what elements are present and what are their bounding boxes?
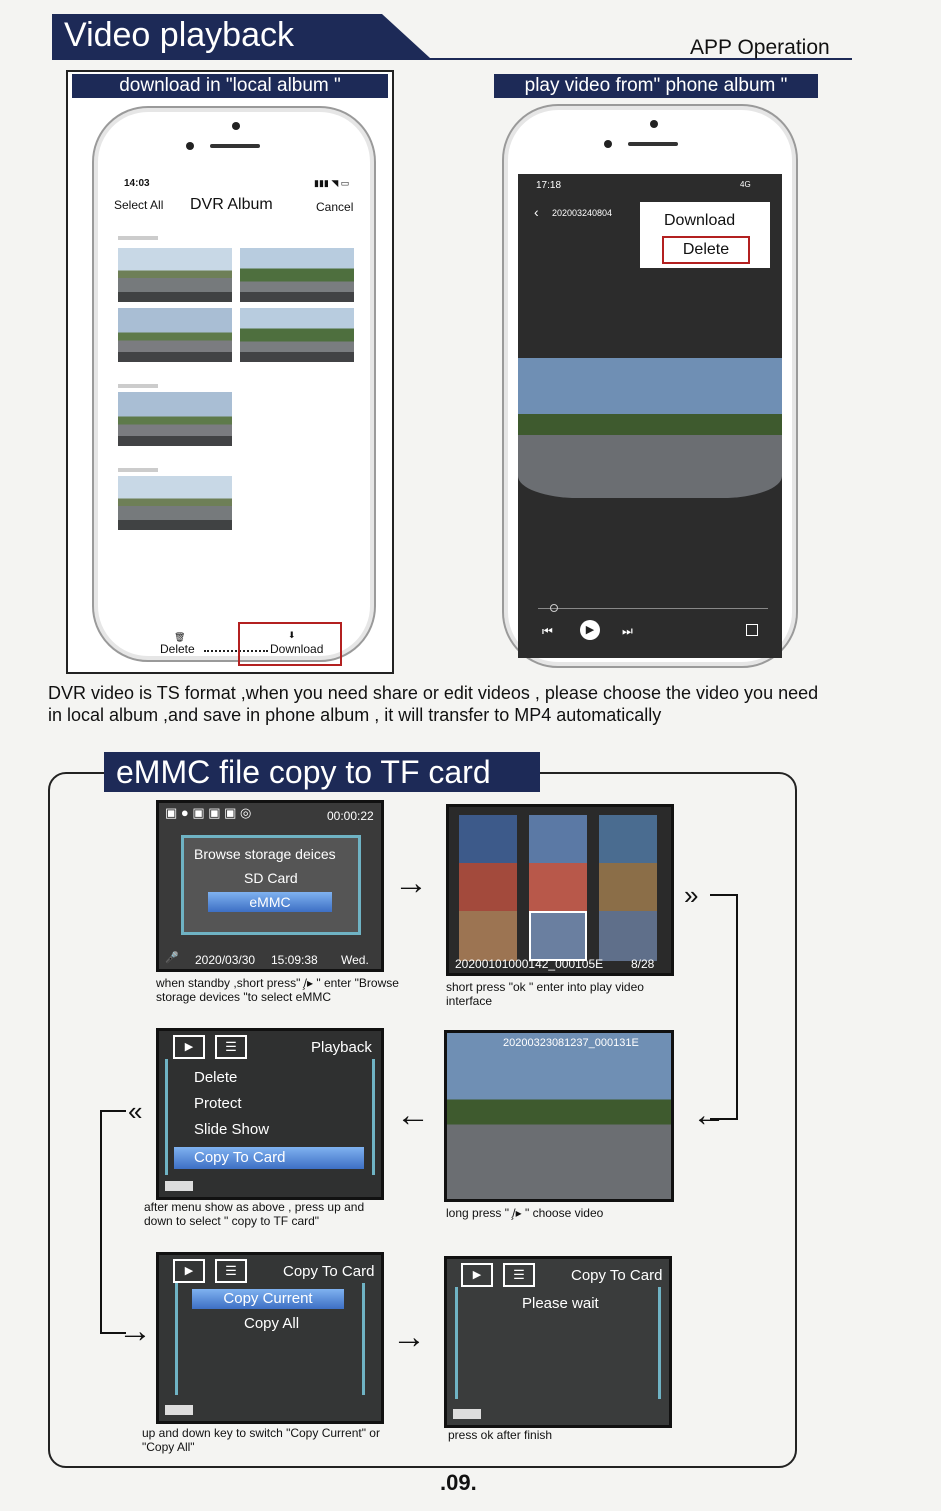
menu-item-delete[interactable]: Delete — [194, 1069, 238, 1086]
date-label — [118, 468, 158, 472]
step6-screen — [444, 1256, 672, 1428]
video-thumbnail[interactable] — [240, 248, 354, 302]
signal-icon: ▮▮▮ ◥ ▭ — [314, 178, 350, 188]
arrow-right-icon: → — [392, 1318, 426, 1356]
camera-dot — [186, 142, 194, 150]
step4-screen — [156, 1028, 384, 1200]
trash-icon: 🗑 — [174, 632, 186, 642]
video-thumbnail[interactable] — [529, 815, 587, 865]
menu-title: Copy To Card — [571, 1267, 663, 1284]
option-emmc[interactable]: eMMC — [208, 892, 332, 912]
menu-item-protect[interactable]: Protect — [194, 1095, 242, 1112]
arrow-right-icon: → — [118, 1312, 152, 1350]
date-label — [118, 236, 158, 240]
file-name: 20200101000142_000105E — [455, 957, 604, 971]
menu-tab-icon[interactable]: ☰ — [503, 1263, 535, 1287]
menu-download[interactable]: Download — [664, 212, 736, 229]
left-phone-figure — [66, 70, 394, 674]
mic-icon: 🎤 — [165, 952, 179, 964]
playback-menu — [165, 1059, 375, 1175]
video-thumbnail[interactable] — [240, 308, 354, 362]
menu-title: Copy To Card — [283, 1263, 375, 1280]
menu-tab-icon[interactable]: ☰ — [215, 1035, 247, 1059]
play-icon[interactable]: ▶ — [580, 620, 600, 640]
select-all-button[interactable]: Select All — [114, 198, 164, 212]
page-number: .09. — [440, 1470, 477, 1495]
step1-screen — [156, 800, 384, 972]
download-icon: ⬇ — [288, 630, 296, 640]
context-menu — [640, 202, 770, 268]
arrow-left-icon: ← — [692, 1096, 726, 1134]
download-button[interactable]: Download — [270, 642, 324, 656]
step3-screen — [444, 1030, 674, 1202]
menu-title: Playback — [311, 1039, 372, 1056]
step5-caption: up and down key to switch "Copy Current" or "Copy All" — [142, 1426, 380, 1454]
video-thumbnail[interactable] — [118, 248, 232, 302]
camera-dot — [650, 120, 658, 128]
video-thumbnail[interactable] — [599, 863, 657, 913]
back-icon[interactable] — [165, 1181, 193, 1191]
right-phone — [502, 104, 798, 668]
progress-thumb[interactable] — [550, 604, 558, 612]
flow-line — [710, 894, 738, 1120]
next-icon[interactable]: ⏭ — [622, 624, 633, 638]
menu-item-copy-to-card[interactable]: Copy To Card — [174, 1147, 364, 1169]
playback-tab-icon[interactable]: ▶ — [461, 1263, 493, 1287]
fullscreen-icon[interactable] — [746, 624, 758, 636]
progress-track[interactable] — [538, 608, 768, 609]
menu-delete[interactable]: Delete — [662, 236, 750, 264]
step2-caption: short press "ok " enter into play video interface — [446, 980, 644, 1008]
camera-dot — [604, 140, 612, 148]
right-banner: play video from" phone album " — [494, 74, 818, 98]
selected-thumbnail[interactable] — [529, 911, 587, 961]
standby-date: 2020/03/30 — [195, 953, 256, 967]
file-name: 20200323081237_000131E — [503, 1037, 639, 1049]
playback-tab-icon[interactable]: ▶ — [173, 1259, 205, 1283]
delete-button[interactable]: Delete — [160, 642, 195, 656]
step2-screen — [446, 804, 674, 976]
video-thumbnail[interactable] — [459, 863, 517, 913]
file-count: 8/28 — [631, 957, 655, 971]
video-thumbnail[interactable] — [118, 476, 232, 530]
video-thumbnail[interactable] — [599, 911, 657, 961]
playback-tab-icon[interactable]: ▶ — [173, 1035, 205, 1059]
double-chevron-left-icon: « — [128, 1096, 143, 1126]
back-icon[interactable] — [453, 1409, 481, 1419]
description-text: DVR video is TS format ,when you need share or edit videos , please choose the video you need in local album ,and save in phone album , it will transfer to MP4 automatically — [48, 683, 819, 725]
standby-day: Wed. — [341, 953, 369, 967]
copy-all-option[interactable]: Copy All — [244, 1315, 300, 1332]
step3-caption: long press " ̧/▸ " choose video — [446, 1206, 604, 1220]
double-chevron-icon: » — [684, 880, 699, 910]
arrow-left-icon: ← — [396, 1096, 430, 1134]
copy-current-option[interactable]: Copy Current — [192, 1289, 344, 1309]
prev-icon[interactable]: ⏮ — [542, 624, 553, 638]
step5-screen — [156, 1252, 384, 1424]
video-thumbnail[interactable] — [529, 863, 587, 913]
status-icons: ▣ ● ▣ ▣ ▣ ◎ — [165, 805, 252, 820]
wait-frame — [455, 1287, 661, 1399]
video-thumbnail[interactable] — [118, 308, 232, 362]
menu-tab-icon[interactable]: ☰ — [215, 1259, 247, 1283]
arrow-right-icon: → — [394, 864, 428, 902]
step6-caption: press ok after finish — [448, 1428, 553, 1442]
cancel-button[interactable]: Cancel — [316, 200, 354, 214]
playback-frame — [447, 1033, 671, 1199]
camera-dot — [232, 122, 240, 130]
video-thumbnail[interactable] — [459, 815, 517, 865]
section-title: eMMC file copy to TF card — [116, 754, 491, 790]
step1-caption: when standby ,short press" ̧/▸ " enter "Browse storage devices "to select eMMC — [156, 976, 399, 1004]
storage-menu — [181, 835, 361, 935]
copy-menu — [175, 1283, 365, 1395]
network-label: 4G — [740, 180, 751, 189]
video-thumbnail[interactable] — [459, 911, 517, 961]
status-time: 17:18 — [536, 180, 562, 191]
page-title: Video playback — [64, 16, 294, 54]
standby-clock: 15:09:38 — [271, 953, 318, 967]
speaker — [210, 144, 260, 148]
menu-item-slideshow[interactable]: Slide Show — [194, 1121, 270, 1138]
back-icon[interactable] — [165, 1405, 193, 1415]
left-phone — [92, 106, 376, 662]
section-label: APP Operation — [690, 36, 830, 59]
flow-line — [100, 1110, 126, 1334]
record-time: 00:00:22 — [327, 809, 374, 823]
speaker — [628, 142, 678, 146]
option-sd-card[interactable]: SD Card — [244, 870, 298, 886]
wait-message: Please wait — [522, 1295, 599, 1312]
video-thumbnail[interactable] — [599, 815, 657, 865]
left-banner: download in "local album " — [72, 74, 388, 98]
file-title: 202003240804 — [552, 208, 613, 218]
menu-title: Browse storage deices — [194, 846, 336, 862]
status-time: 14:03 — [124, 178, 150, 189]
step4-caption: after menu show as above , press up and down to select " copy to TF card" — [144, 1200, 365, 1228]
date-label — [118, 384, 158, 388]
video-thumbnail[interactable] — [118, 392, 232, 446]
album-title: DVR Album — [190, 196, 273, 213]
back-icon[interactable]: ‹ — [534, 204, 539, 220]
phone-screen — [518, 174, 782, 658]
video-frame — [518, 358, 782, 498]
